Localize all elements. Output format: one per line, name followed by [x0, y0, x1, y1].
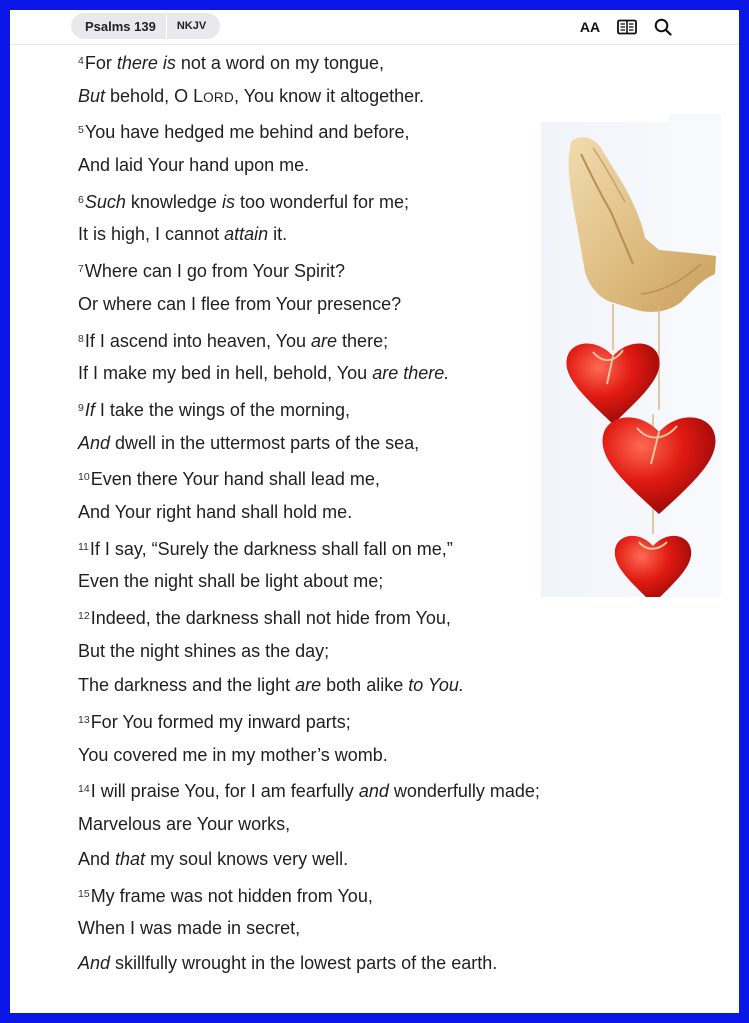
verse-line[interactable]: [78, 391, 698, 426]
verse-text-segment: If I ascend into heaven, You: [84, 330, 312, 351]
verse-line[interactable]: [78, 738, 698, 773]
verse-text-segment: there is: [116, 53, 176, 73]
chapter-selector-button[interactable]: Psalms 139: [71, 13, 167, 39]
verse-line[interactable]: [78, 252, 698, 287]
verse-text-segment: dwell in the uttermost parts of the sea,: [110, 432, 420, 453]
verse-text-segment: But: [78, 85, 106, 106]
verse-text-segment: both alike: [321, 675, 409, 696]
verse-line[interactable]: [78, 113, 698, 148]
verse-number: 12: [78, 610, 90, 622]
verse-line[interactable]: [78, 564, 698, 599]
verse-text-segment: , You know it altogether.: [234, 85, 425, 106]
verse-number: 7: [78, 263, 84, 276]
verse-text-segment: And laid Your hand upon me.: [78, 155, 310, 176]
verse-line[interactable]: [78, 842, 698, 877]
verse-text: [78, 44, 698, 981]
text-size-label: AA: [579, 19, 601, 35]
verse-text-segment: Such: [84, 191, 126, 212]
verse-text-segment: my soul knows very well.: [145, 848, 349, 869]
verse-text-segment: to You.: [408, 675, 464, 696]
verse-text-segment: are there.: [372, 363, 450, 384]
verse-text-segment: wonderfully made;: [388, 781, 540, 802]
verse-text-segment: If I say, “Surely the darkness shall fall on me,”: [89, 538, 453, 559]
verse-number: 5: [78, 124, 84, 137]
reader-toolbar: [10, 10, 739, 45]
verse-text-segment: Or where can I flee from Your presence?: [78, 293, 402, 314]
verse-text-segment: and: [358, 781, 389, 802]
verse-text-segment: For: [84, 53, 117, 73]
verse-line[interactable]: [78, 44, 698, 79]
verse-text-segment: it.: [268, 224, 288, 245]
verse-number: 4: [78, 55, 84, 67]
verse-text-segment: is: [221, 191, 235, 212]
verse-text-segment: Even the night shall be light about me;: [78, 571, 384, 592]
verse-text-segment: behold, O L: [105, 85, 204, 106]
verse-text-segment: When I was made in secret,: [78, 918, 301, 939]
verse-text-segment: skillfully wrought in the lowest parts of the earth.: [110, 952, 498, 973]
verse-text-segment: And: [78, 432, 111, 453]
verse-line[interactable]: [78, 772, 698, 807]
verse-line[interactable]: [78, 79, 698, 114]
verse-text-segment: For You formed my inward parts;: [90, 712, 351, 733]
verse-line[interactable]: [78, 703, 698, 738]
verse-text-segment: The darkness and the light: [78, 675, 296, 696]
verse-text-segment: I take the wings of the morning,: [94, 399, 350, 420]
verse-line[interactable]: [78, 183, 698, 218]
verse-number: 15: [78, 887, 90, 900]
verse-text-segment: that: [115, 848, 146, 869]
verse-text-segment: Even there Your hand shall lead me,: [90, 469, 380, 490]
verse-text-segment: Marvelous are Your works,: [78, 814, 291, 835]
verse-text-segment: If I make my bed in hell, behold, You: [78, 363, 373, 384]
verse-line[interactable]: [78, 217, 698, 252]
version-selector-button[interactable]: NKJV: [176, 20, 207, 32]
verse-text-segment: If: [84, 399, 95, 420]
verse-line[interactable]: [78, 530, 698, 565]
verse-text-segment: But the night shines as the day;: [78, 640, 330, 661]
verse-line[interactable]: [78, 911, 698, 946]
verse-text-segment: I will praise You, for I am fearfully: [90, 781, 359, 802]
verse-number: 9: [78, 401, 84, 414]
verse-line[interactable]: [78, 426, 698, 461]
verse-line[interactable]: [78, 807, 698, 842]
verse-text-segment: are: [295, 675, 322, 696]
verse-text-segment: are: [311, 330, 338, 351]
verse-number: 14: [78, 783, 90, 796]
text-size-icon[interactable]: [580, 16, 600, 38]
verse-text-segment: And: [78, 848, 116, 869]
verse-text-segment: knowledge: [125, 191, 222, 212]
verse-line[interactable]: [78, 356, 698, 391]
verse-number: 6: [78, 193, 84, 206]
verse-text-segment: ORD: [203, 89, 235, 105]
verse-line[interactable]: [78, 634, 698, 669]
verse-number: 10: [78, 471, 90, 484]
verse-line[interactable]: [78, 148, 698, 183]
verse-line[interactable]: [78, 946, 698, 981]
verse-text-segment: You covered me in my mother’s womb.: [78, 744, 388, 765]
verse-text-segment: And Your right hand shall hold me.: [78, 501, 353, 522]
verse-number: 13: [78, 714, 90, 727]
verse-text-segment: You have hedged me behind and before,: [84, 122, 410, 143]
verse-text-segment: too wonderful for me;: [234, 191, 410, 212]
verse-line[interactable]: [78, 495, 698, 530]
verse-text-segment: And: [78, 952, 111, 973]
verse-line[interactable]: [78, 287, 698, 322]
search-icon[interactable]: [652, 16, 674, 38]
verse-text-segment: My frame was not hidden from You,: [90, 885, 373, 906]
reader-frame: [10, 10, 739, 1013]
chapter-version-pill: [71, 13, 220, 39]
verse-text-segment: attain: [224, 224, 269, 245]
verse-line[interactable]: [78, 877, 698, 912]
verse-text-segment: It is high, I cannot: [78, 224, 225, 245]
verse-text-segment: there;: [337, 330, 389, 351]
verse-number: 8: [78, 332, 84, 345]
verse-text-segment: Where can I go from Your Spirit?: [84, 261, 345, 282]
verse-line[interactable]: [78, 668, 698, 703]
book-icon[interactable]: [616, 16, 638, 38]
verse-number: 11: [78, 540, 89, 553]
verse-line[interactable]: [78, 460, 698, 495]
verse-text-segment: Indeed, the darkness shall not hide from You,: [90, 608, 451, 628]
verse-line[interactable]: [78, 599, 698, 634]
verse-line[interactable]: [78, 322, 698, 357]
verse-text-segment: not a word on my tongue,: [175, 53, 385, 73]
